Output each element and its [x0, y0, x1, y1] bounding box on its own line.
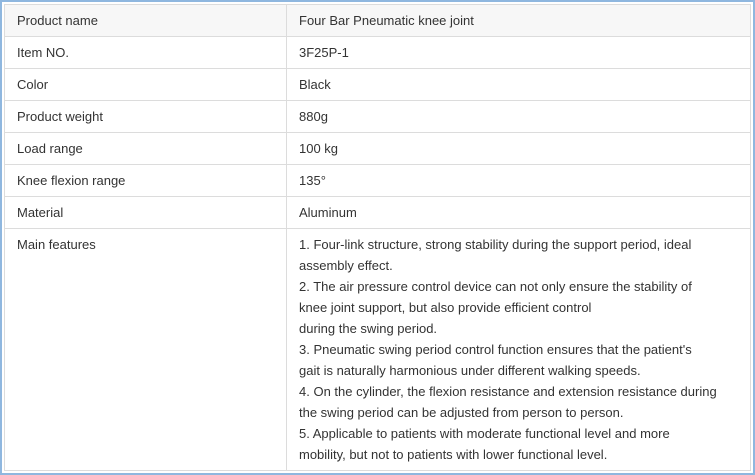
row-value: 100 kg — [287, 133, 751, 165]
table-row-product-weight — [5, 101, 751, 133]
row-label: Knee flexion range — [5, 165, 287, 197]
row-label: Material — [5, 197, 287, 229]
row-value: Four Bar Pneumatic knee joint — [287, 5, 751, 37]
row-value: 3F25P-1 — [287, 37, 751, 69]
feature-line: gait is naturally harmonious under different walking speeds. — [299, 363, 641, 378]
row-label: Product weight — [5, 101, 287, 133]
feature-line: 5. Applicable to patients with moderate functional level and more — [299, 426, 670, 441]
feature-line: 3. Pneumatic swing period control function ensures that the patient's — [299, 342, 692, 357]
feature-line: 1. Four-link structure, strong stability during the support period, ideal — [299, 237, 692, 252]
feature-line: during the swing period. — [299, 321, 438, 336]
table-row-knee-flexion-range — [5, 165, 751, 197]
feature-line: the swing period can be adjusted from person to person. — [299, 405, 624, 420]
row-label: Product name — [5, 5, 287, 37]
product-spec-table — [4, 4, 751, 471]
feature-line: assembly effect. — [299, 258, 393, 273]
table-row-item-no — [5, 37, 751, 69]
row-label: Main features — [5, 229, 287, 471]
row-value: Aluminum — [287, 197, 751, 229]
table-row-main-features — [5, 229, 751, 471]
row-label: Item NO. — [5, 37, 287, 69]
table-row-product-name — [5, 5, 751, 37]
row-label: Load range — [5, 133, 287, 165]
feature-line: knee joint support, but also provide efficient control — [299, 300, 592, 315]
feature-line: 4. On the cylinder, the flexion resistance and extension resistance during — [299, 384, 717, 399]
row-value: Black — [287, 69, 751, 101]
table-row-load-range — [5, 133, 751, 165]
feature-line: 2. The air pressure control device can not only ensure the stability of — [299, 279, 692, 294]
feature-line: mobility, but not to patients with lower functional level. — [299, 447, 608, 462]
row-label: Color — [5, 69, 287, 101]
row-value: 880g — [287, 101, 751, 133]
table-row-color — [5, 69, 751, 101]
features-cell — [287, 229, 751, 471]
row-value: 135° — [287, 165, 751, 197]
table-row-material — [5, 197, 751, 229]
